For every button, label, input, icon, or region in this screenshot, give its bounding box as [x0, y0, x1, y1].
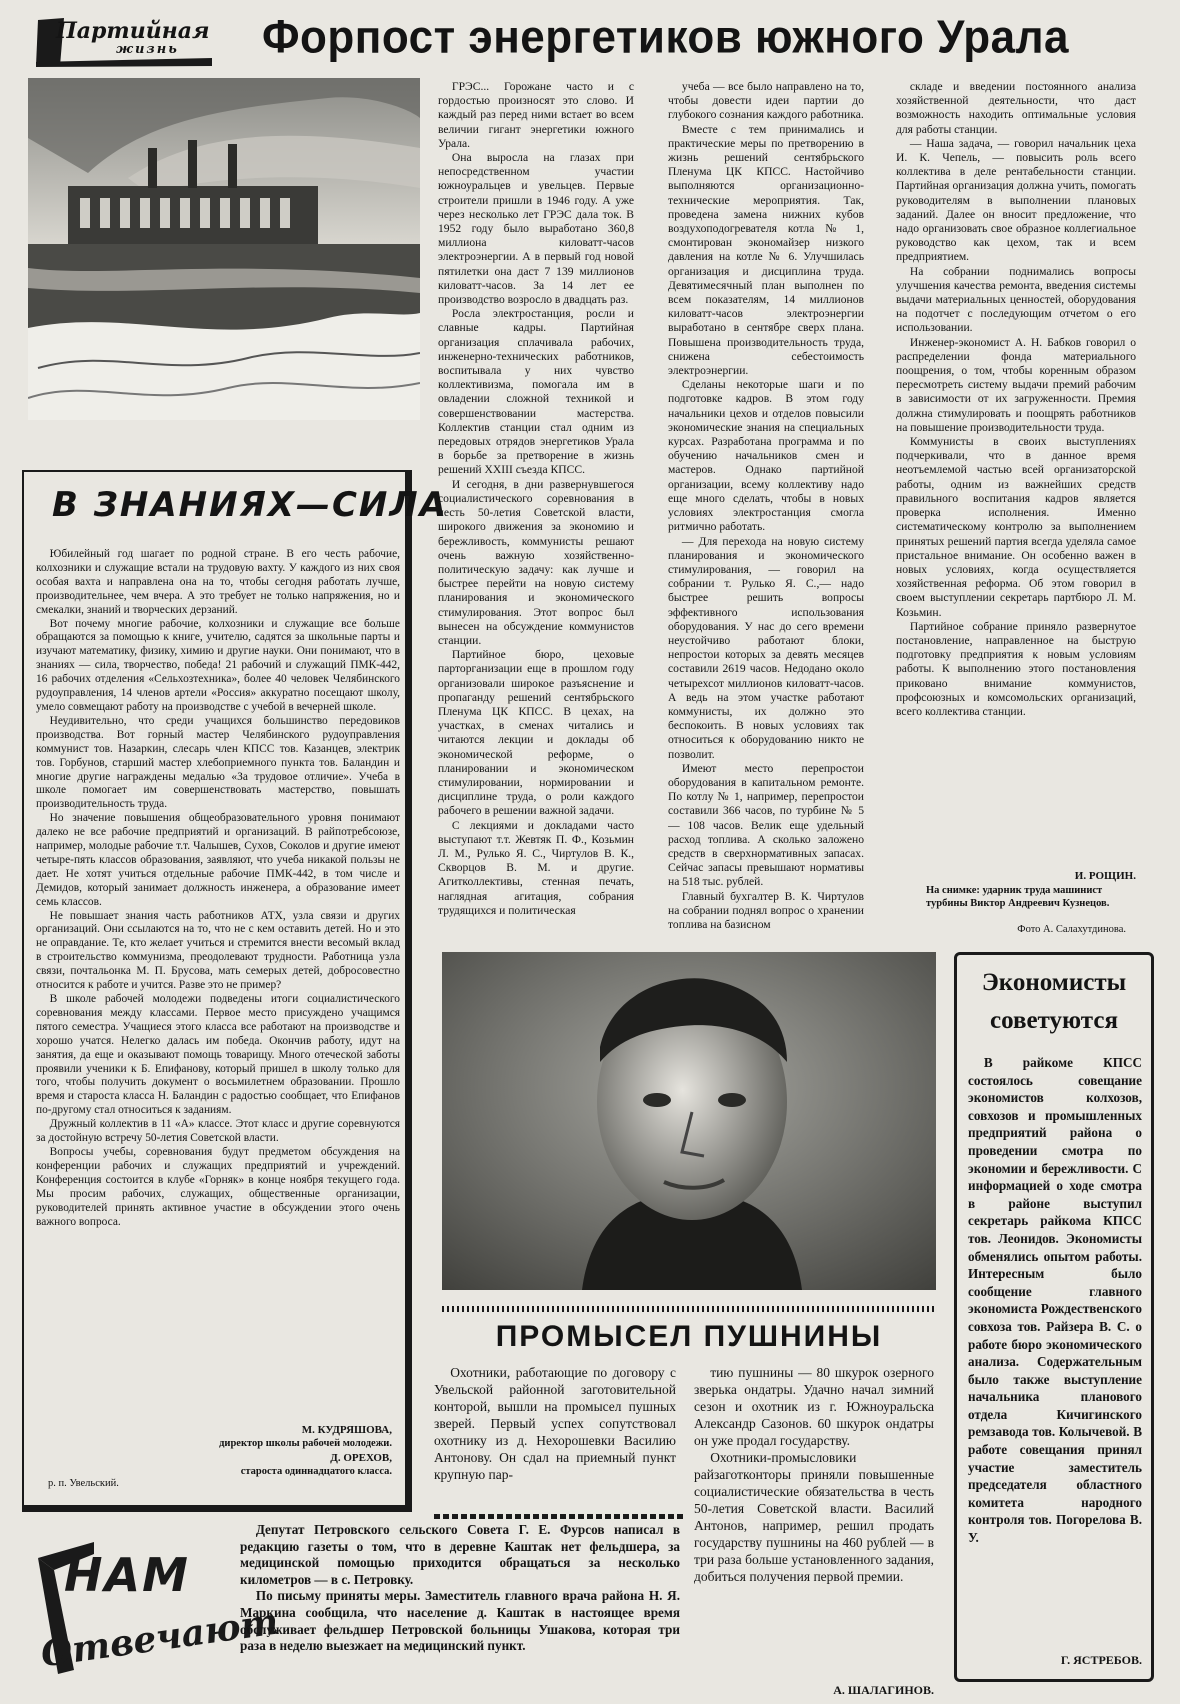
main-col3-paragraph: Вместе с тем принимались и практические меры по претворению в жизнь решений сентябрьского Пленума ЦК КПСС. Настойчиво выполняются организационно-технические мероприятия. Так, проведена замена нижних кубов воздухоподогревателя котла № 1, смонтирован экономайзер низкого давления на котле № 6. Улучшилась организация и дисциплина труда. Девятимесячный план выполнен по всем показателям, 14 миллионов киловатт-часов электроэнергии выработано в сентябре сверх плана. Повышена производительность труда, снижена себестоимость электроэнергии. — [668, 122, 864, 378]
fur-col2-paragraph: Охотники-промысловики райзаготконторы приняли повышенные социалистические обязательства в честь 50-летия Советской власти. Василий Антонов, например, решил продать государству пушнины на 460 рублей — в три раза больше установленного задания, добиться получения первой премии. — [694, 1450, 934, 1584]
answers-rule-top — [434, 1514, 684, 1519]
answers-rubric-line1: НАМ — [64, 1548, 190, 1602]
answers-paragraph-1: Депутат Петровского сельского Совета Г. Е. Фурсов написал в редакцию газеты о том, что в деревне Каштак нет фельдшера, за медицинской помощью приходится обращаться за несколько километров — в с. Петровку. — [240, 1522, 680, 1587]
rubric-line2: жизнь — [116, 42, 179, 57]
power-plant-drawing — [28, 78, 420, 420]
fur-rule-top — [442, 1306, 936, 1312]
knowledge-signature-2-role: староста одиннадцатого класса. — [240, 1466, 392, 1477]
fur-col1-paragraph: Охотники, работающие по договору с Увельской районной заготовительной конторой, вышли на промысел пушных зверей. Первый успех сопутствовал охотнику из д. Нехорошевки Василию Антонову. Он сдал на приемный пункт крупную пар- — [434, 1365, 676, 1482]
economists-body — [968, 1054, 1142, 1648]
answers-body — [240, 1522, 680, 1690]
main-col2-paragraph: Росла электростанция, росли и славные кадры. Партийная организация сплачивала рабочих, инженерно-технических работников, воспитывала у них чувство коллективизма, помогала им в овладении сложной техникой и совершенствовании мастерства. Коллектив станции стал одним из передовых отрядов энергетиков Урала в борьбе за претворение в жизнь решений XXIII съезда КПСС. — [438, 307, 634, 477]
knowledge-paragraph: Вопросы учебы, соревнования будут предметом обсуждения на конференции рабочих и служащих предприятий и учреждений. Конференция состоится в клубе «Горняк» в конце ноября текущего года. Мы просим рабочих, служащих, общественные организации, руководителей принять активное участие в обсуждении этого очень важного вопроса. — [36, 1145, 400, 1228]
answers-rubric-line2: Отвечают — [38, 1600, 281, 1676]
main-col4-paragraph: складе и введении постоянного анализа хозяйственной деятельности, что даст возможность находить оптимальные условия для работы станции. — [896, 80, 1136, 136]
rubric-line1: Партийная — [56, 18, 210, 44]
fur-article-column-1 — [434, 1364, 676, 1514]
economists-paragraph: В райкоме КПСС состоялось совещание экономистов колхозов, совхозов и промышленных предприятий района о проведении смотра по экономии и бережливости. С информацией о ходе смотра в районе выступил секретарь райкома КПСС тов. Леонидов. Экономисты обменялись опытом работы. Интересным было сообщение главного экономиста Рождественского совхоза тов. Райзера В. С. о работе бюро экономического анализа. Содержательным было также выступление начальника планового отдела Кичигинского ремзавода тов. Колычевой. В работе совещания принял участие заместитель председателя областного комитета народного контроля тов. Погорелова В. У. — [968, 1055, 1142, 1546]
portrait-photo — [442, 952, 936, 1290]
photo-caption: На снимке: ударник труда машинист турбины Виктор Андреевич Кузнецов. — [926, 885, 1110, 909]
main-col2-paragraph: Она выросла на глазах при непосредственном участии южноуральцев и увельцев. Первые строители пришли в 1946 году. А уже через несколько лет ГРЭС дала ток. В 1952 году было выработано 360,8 миллиона киловатт-часов электроэнергии. А в первый год новой пятилетки она даст 7 139 миллионов киловатт-часов. За 14 лет ее производство возросло в двадцать раз. — [438, 151, 634, 307]
knowledge-paragraph: Но значение повышения общеобразовательного уровня понимают далеко не все рабочие предприятий и организаций. В райпотребсоюзе, например, молодые рабочие т.т. Чалышев, Сухов, Соколов и другие имеют четыре-пять классов образования, заявляют, что учеба никакой пользы не дает. Не хотят учиться отдельные рабочие ПМК-442, в том числе и Демидов, который занимает должность инженера, а образование имеет семь классов. — [36, 812, 400, 908]
fur-article-title: ПРОМЫСЕЛ ПУШНИНЫ — [495, 1320, 883, 1353]
knowledge-paragraph: Вот почему многие рабочие, колхозники и служащие все больше обращаются за помощью к книге, учителю, садятся за школьные парты и изучают математику, физику, химию и другие науки. Они понимают, что в знаниях — сила, творчество, победа! 21 рабочий и служащий ПМК-442, 16 рабочих отделения «Сельхозтехника», более 40 человек Челябинского рудоуправления, 14 членов артели «Россия» аккуратно посещают школу, умело совмещают работу на производстве с учебой в вечерней школе. — [36, 617, 400, 713]
knowledge-signature-2: Д. ОРЕХОВ, — [330, 1452, 392, 1464]
main-article-column-2 — [438, 80, 634, 940]
main-article-column-4 — [896, 80, 1136, 870]
power-plant-illustration — [28, 78, 420, 420]
main-col3-paragraph: Главный бухгалтер В. К. Чиртулов на собрании поднял вопрос о хранении топлива на базисном — [668, 889, 864, 931]
economists-author: Г. ЯСТРЕБОВ. — [1060, 1653, 1142, 1667]
main-col4-paragraph: Коммунисты в своих выступлениях подчеркивали, что в данное время неотъемлемой частью всей организаторской работы, одним из важнейших средств правильного воспитания кадров является проверка исполнения. Именно систематическому контролю за выполнением принятых решений партия всегда уделяла самое пристальное внимание. Он особенно важен в новых условиях, когда осуществляется хозяйственная реформа. Об этом говорил в своем выступлении секретарь партбюро Л. М. Козьмин. — [896, 435, 1136, 619]
rubric-logo — [34, 14, 214, 68]
main-col2-paragraph: Партийное бюро, цеховые парторганизации еще в прошлом году организовали широкое разъяснение и пропаганду решений сентябрьского Пленума ЦК КПСС. В цехах, на участках, в сменах читались и читаются лекции и доклады об экономической реформе, о планировании и экономическом стимулировании, нормировании и дисциплине труда, о роли каждого рабочего в решении важной задачи. — [438, 648, 634, 818]
photo-credit: Фото А. Салахутдинова. — [1017, 924, 1126, 935]
main-col3-paragraph: Имеют место перепростои оборудования в капитальном ремонте. По котлу № 1, например, перепростои составили 366 часов, по турбине № 5 — 108 часов. Велик еще удельный расход топлива. А сколько заложено средств в сверхнормативных запасах. Сейчас запасы превышают нормативы на 518 тыс. рублей. — [668, 761, 864, 889]
knowledge-article-title: В ЗНАНИЯХ—СИЛА — [52, 485, 448, 525]
main-col2-paragraph: С лекциями и докладами часто выступают т.т. Жевтяк П. Ф., Козьмин Л. М., Рулько Я. С., Чиртулов В. К., Скворцов В. М. и другие. Агитколлективы, стенная печать, наглядная агитация, собрания трудящихся и политическая — [438, 818, 634, 917]
knowledge-article-body — [36, 548, 400, 1412]
knowledge-paragraph: В школе рабочей молодежи подведены итоги социалистического соревнования между классами. Первое место присуждено учащимся пятого семестра. Учащиеся этого класса все работают на производстве и хорошо учатся. Нелегко далась им победа. Окончив работу, идут на занятия, да еще и оказывают помощь товарищу. Много отеческой заботы проявили ученики к Б. Епифанову, который пришел в школу только для того, чтобы получить документ о восьмилетнем образовании. Прошло время и староста класса Н. Баландин с радостью сообщает, что Епифанов по-другому стал относиться к заданиям. — [36, 993, 400, 1117]
main-col2-paragraph: ГРЭС... Горожане часто и с гордостью произносят это слово. И каждый раз перед ними встает во всем величии гигант энергетики южного Урала. — [438, 80, 634, 150]
knowledge-paragraph: Юбилейный год шагает по родной стране. В его честь рабочие, колхозники и служащие встали на трудовую вахту. У каждого из них своя особая вахта и направлена она на то, чтобы сегодня работать лучше, производительнее, чем вчера. А это требует не только напряжения, но и смекалки, знаний и творческих дерзаний. — [36, 548, 400, 616]
main-article-column-3 — [668, 80, 864, 940]
knowledge-place: р. п. Увельский. — [48, 1478, 119, 1489]
fur-article-author: А. ШАЛАГИНОВ. — [833, 1683, 934, 1697]
fur-col2-paragraph: тию пушнины — 80 шкурок озерного зверька ондатры. Удачно начал зимний сезон и охотник из г. Южноуральска Александр Сазонов. 60 шкурок ондатры он уже продал государству. — [694, 1365, 934, 1448]
main-col3-paragraph: Сделаны некоторые шаги и по подготовке кадров. В этом году начальники цехов и отделов повысили экономические знания на специальных курсах. Разработана программа и по обучению начальников смен и мастеров. Однако партийной организации, всему коллективу надо еще много сделать, чтобы в новых условиях электростанция смогла ритмично работать. — [668, 378, 864, 534]
knowledge-paragraph: Не повышает знания часть работников АТХ, узла связи и других организаций. Они ссылаются на то, что не с кем оставить детей. Но и это не оправдание. Те, кто желает учиться и стремится внести весомый вклад в строительство коммунизма, преодолевают трудности. Работница узла связи, почтальонка М. П. Брусова, мать семерых детей, добросовестно относится к работе и учится. Разве это не пример? — [36, 909, 400, 992]
main-col4-paragraph: Инженер-экономист А. Н. Бабков говорил о распределении фонда материального поощрения, о том, чтобы коренным образом пересмотреть систему выдачи премий рабочим в зависимости от их загруженности. Премия должна стимулировать и поощрять работников на повышение производительности труда. — [896, 335, 1136, 434]
main-col3-paragraph: учеба — все было направлено на то, чтобы довести идеи партии до глубокого сознания каждого работника. — [668, 80, 864, 122]
knowledge-signature-1-role: директор школы рабочей молодежи. — [219, 1438, 392, 1449]
knowledge-paragraph: Дружный коллектив в 11 «А» классе. Этот класс и другие соревнуются за достойную встречу 50-летия Советской власти. — [36, 1118, 400, 1145]
economists-title-line1: Экономисты — [981, 969, 1127, 996]
main-col4-paragraph: — Наша задача, — говорил начальник цеха И. К. Чепель, — повысить роль всего коллектива в деле рентабельности станции. Партийная организация должна учить, помогать руководителям в выполнении плановых заданий. Далее он вносит предложение, что надо организовать свое образное коллегиальное руководство как цехом, так и всем предприятием. — [896, 136, 1136, 264]
headline: Форпост энергетиков южного Урала — [262, 11, 1070, 64]
knowledge-paragraph: Неудивительно, что среди учащихся большинство передовиков производства. Вот горный мастер Челябинского рудоуправления коммунист тов. Назаркин, слесарь член КПСС тов. Казанцев, электрик тов. Горбунов, старший мастер хлебоприемного пункта тов. Баландин и многие другие награждены медалью «За трудовое отличие». Учеба в школе помогает им совершенствовать мастерство, повышать производительность труда. — [36, 714, 400, 811]
main-article-author: И. РОЩИН. — [1074, 870, 1136, 882]
economists-title-line2: советуются — [989, 1007, 1118, 1034]
main-col4-paragraph: Партийное собрание приняло развернутое постановление, направленное на быструю подготовку предприятия к новым условиям работы. К выполнению этого постановления приковано внимание коммунистов, профсоюзных и комсомольских организаций, всего коллектива станции. — [896, 619, 1136, 718]
main-col2-paragraph: И сегодня, в дни развернувшегося социалистического соревнования в честь 50-летия Советской власти, широкого движения за экономию и бережливость, коммунисты решают очень важную хозяйственно-политическую задачу: как лучше и быстрее перейти на новую систему планирования и экономического стимулирования. Этот вопрос был вынесен на обсуждение коммунистов станции. — [438, 477, 634, 647]
knowledge-signature-1: М. КУДРЯШОВА, — [301, 1424, 392, 1436]
answers-rubric — [34, 1540, 281, 1676]
fur-article-column-2 — [694, 1364, 934, 1678]
answers-paragraph-2: По письму приняты меры. Заместитель главного врача района Н. Я. Маркина сообщила, что население д. Каштак в настоящее время обслуживает фельдшер Петровской больницы Ушакова, которая три раза в неделю выезжает на медицинский пункт. — [240, 1588, 680, 1654]
portrait-drawing — [442, 952, 936, 1290]
main-col3-paragraph: — Для перехода на новую систему планирования и экономического стимулирования, — говорил на собрании т. Рулько Я. С.,— надо быстрее решить вопросы эффективного использования оборудования. У нас до сего времени неустойчиво работают блоки, непростои которых за девять месяцев составили 2619 часов. Недодано около четырехсот миллионов киловатт-часов. А ведь на этом участке работают коммунисты, их должно это беспокоить. В новых условиях так относиться к оборудованию никто не позволит. — [668, 534, 864, 761]
main-col4-paragraph: На собрании поднимались вопросы улучшения качества ремонта, введения системы выдачи материальных ценностей, оборудования на подотчет с последующим отчетом о его использовании. — [896, 264, 1136, 335]
